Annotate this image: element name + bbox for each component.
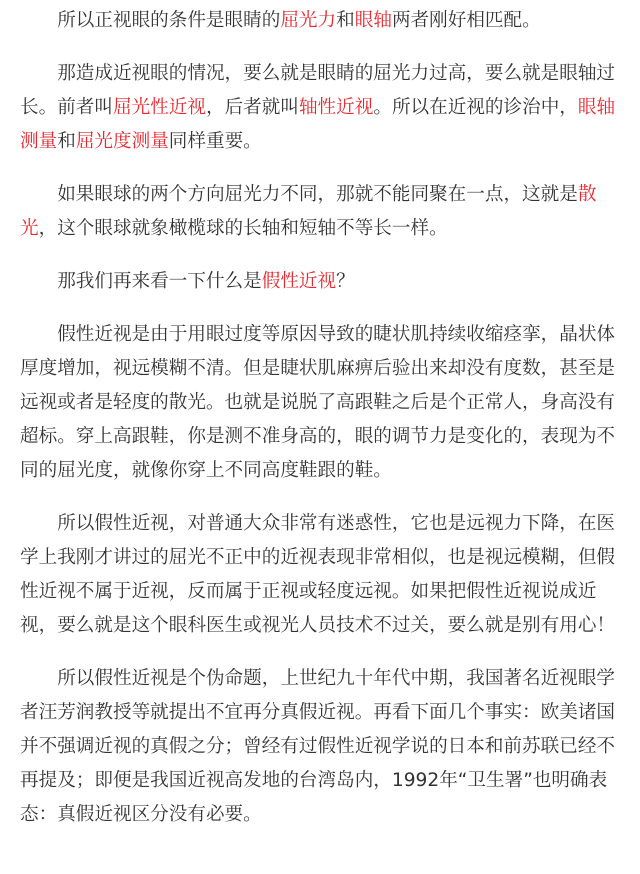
text-segment: 。所以在近视的诊治中， <box>373 97 578 118</box>
highlighted-term: 轴性近视 <box>298 97 374 118</box>
highlighted-term: 屈光度测量 <box>75 131 169 152</box>
text-segment: ？ <box>336 271 355 292</box>
text-segment: 和 <box>57 131 76 152</box>
paragraph <box>20 507 622 643</box>
article-body <box>20 4 622 851</box>
text-segment: 那我们再来看一下什么是 <box>57 271 262 292</box>
text-segment: 假性近视是由于用眼过度等原因导致的睫状肌持续收缩痉挛，晶状体厚度增加，视远模糊不清。但是睫状肌麻痹后验出来却没有度数，甚至是远视或者是轻度的散光。也就是说脱了高跟鞋之后是个正常人，身高没有超标。穿上高跟鞋，你是测不准身高的，眼的调节力是变化的，表现为不同的屈光度，就像你穿上不同高度鞋跟的鞋。 <box>20 324 616 481</box>
highlighted-term: 眼轴测量 <box>20 97 616 152</box>
text-segment: ，这个眼球就象橄榄球的长轴和短轴不等长一样。 <box>38 218 448 239</box>
highlighted-term: 假性近视 <box>261 271 337 292</box>
paragraph <box>20 57 622 159</box>
text-segment: 所以正视眼的条件是眼睛的 <box>57 10 281 31</box>
highlighted-term: 眼轴 <box>354 10 392 31</box>
text-segment: 所以假性近视，对普通大众非常有迷惑性，它也是远视力下降，在医学上我刚才讲过的屈光不正中的近视表现非常相似，也是视远模糊，但假性近视不属于近视，反而属于正视或轻度远视。如果把假性近视说成近视，要么就是这个眼科医生或视光人员技术不过关，要么就是别有用心！ <box>20 513 616 636</box>
text-segment: 两者刚好相匹配。 <box>391 10 541 31</box>
text-segment: ，后者就叫 <box>205 97 299 118</box>
text-segment: 同样重要。 <box>168 131 262 152</box>
text-segment: 那造成近视眼的情况，要么就是眼睛的屈光力过高，要么就是眼轴过长。前者叫 <box>20 63 616 118</box>
highlighted-term: 散光 <box>20 184 597 239</box>
text-segment: 如果眼球的两个方向屈光力不同，那就不能同聚在一点，这就是 <box>57 184 578 205</box>
text-segment: 和 <box>336 10 355 31</box>
text-segment: 所以假性近视是个伪命题，上世纪九十年代中期，我国著名近视眼学者汪芳润教授等就提出不宜再分真假近视。再看下面几个事实：欧美诸国并不强调近视的真假之分；曾经有过假性近视学说的日本和前苏联已经不再提及；即便是我国近视高发地的台湾岛内，1992年“卫生署”也明确表态：真假近视区分没有必要。 <box>20 668 616 825</box>
highlighted-term: 屈光性近视 <box>112 97 206 118</box>
paragraph <box>20 4 622 38</box>
highlighted-term: 屈光力 <box>280 10 337 31</box>
paragraph <box>20 265 622 299</box>
paragraph <box>20 178 622 246</box>
paragraph <box>20 662 622 832</box>
paragraph <box>20 318 622 488</box>
